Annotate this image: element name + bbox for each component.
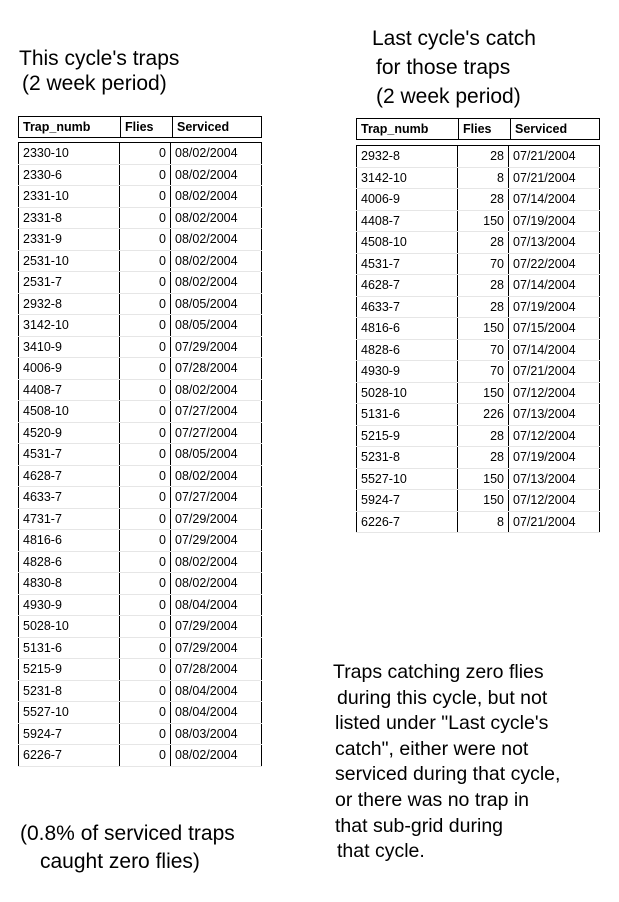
- serviced-cell: 08/04/2004: [171, 680, 262, 702]
- trap-cell: 4633-7: [19, 487, 120, 509]
- trap-cell: 4930-9: [19, 594, 120, 616]
- flies-cell: 0: [120, 164, 171, 186]
- serviced-cell: 08/05/2004: [171, 315, 262, 337]
- serviced-cell: 07/27/2004: [171, 401, 262, 423]
- flies-cell: 28: [458, 296, 509, 318]
- flies-cell: 8: [458, 511, 509, 533]
- note-line: or there was no trap in: [335, 788, 530, 811]
- trap-cell: 4633-7: [357, 296, 458, 318]
- column-header-serviced: Serviced: [177, 120, 230, 134]
- flies-cell: 0: [120, 379, 171, 401]
- trap-cell: 3142-10: [357, 167, 458, 189]
- trap-cell: 5527-10: [357, 468, 458, 490]
- flies-cell: 0: [120, 422, 171, 444]
- flies-cell: 0: [120, 315, 171, 337]
- column-header-trap: Trap_numb: [357, 119, 459, 140]
- flies-cell: 0: [120, 723, 171, 745]
- serviced-cell: 07/13/2004: [509, 468, 600, 490]
- flies-cell: 28: [458, 447, 509, 469]
- trap-cell: 5215-9: [19, 659, 120, 681]
- trap-cell: 4828-6: [19, 551, 120, 573]
- footnote-line: (0.8% of serviced traps: [20, 822, 235, 845]
- note-line: Traps catching zero flies: [333, 661, 544, 683]
- flies-cell: 0: [120, 508, 171, 530]
- column-header-serviced: Serviced: [515, 122, 568, 136]
- table-row: [19, 229, 262, 251]
- table-row: [19, 680, 262, 702]
- flies-cell: 0: [120, 616, 171, 638]
- flies-cell: 150: [458, 382, 509, 404]
- table-row: [357, 167, 600, 189]
- flies-cell: 0: [120, 465, 171, 487]
- table-row: [19, 315, 262, 337]
- serviced-cell: 07/28/2004: [171, 358, 262, 380]
- serviced-cell: 07/21/2004: [509, 361, 600, 383]
- table-row: [357, 490, 600, 512]
- flies-cell: 8: [458, 167, 509, 189]
- trap-cell: 2531-7: [19, 272, 120, 294]
- note-line: that sub-grid during: [335, 814, 504, 837]
- serviced-cell: 07/13/2004: [509, 232, 600, 254]
- serviced-cell: 08/05/2004: [171, 293, 262, 315]
- trap-cell: 5527-10: [19, 702, 120, 724]
- table-row: [19, 250, 262, 272]
- flies-cell: 0: [120, 143, 171, 165]
- trap-cell: 5131-6: [357, 404, 458, 426]
- left-table-header: [18, 116, 262, 138]
- serviced-cell: 07/27/2004: [171, 487, 262, 509]
- left-footnote: [20, 820, 235, 876]
- table-row: [357, 361, 600, 383]
- footnote-line: caught zero flies): [40, 850, 200, 873]
- trap-cell: 5231-8: [357, 447, 458, 469]
- trap-cell: 4508-10: [357, 232, 458, 254]
- serviced-cell: 08/02/2004: [171, 207, 262, 229]
- trap-cell: 2531-10: [19, 250, 120, 272]
- flies-cell: 0: [120, 293, 171, 315]
- right-caption-line: Last cycle's catch: [372, 27, 536, 50]
- table-row: [19, 207, 262, 229]
- serviced-cell: 07/14/2004: [509, 189, 600, 211]
- table-row: [19, 637, 262, 659]
- flies-cell: 0: [120, 530, 171, 552]
- table-row: [19, 186, 262, 208]
- left-caption-line: (2 week period): [22, 72, 167, 95]
- trap-cell: 5131-6: [19, 637, 120, 659]
- flies-cell: 0: [120, 358, 171, 380]
- trap-cell: 5215-9: [357, 425, 458, 447]
- serviced-cell: 07/14/2004: [509, 275, 600, 297]
- table-row: [357, 296, 600, 318]
- table-row: [357, 425, 600, 447]
- right-caption-line: for those traps: [376, 56, 511, 79]
- table-row: [19, 164, 262, 186]
- trap-cell: 5924-7: [357, 490, 458, 512]
- table-row: [19, 379, 262, 401]
- table-row: [357, 511, 600, 533]
- flies-cell: 0: [120, 680, 171, 702]
- table-row: [19, 594, 262, 616]
- serviced-cell: 08/02/2004: [171, 186, 262, 208]
- trap-cell: 4006-9: [357, 189, 458, 211]
- trap-cell: 4816-6: [19, 530, 120, 552]
- table-row: [19, 143, 262, 165]
- column-header-flies: Flies: [459, 119, 511, 140]
- trap-cell: 2331-9: [19, 229, 120, 251]
- flies-cell: 0: [120, 594, 171, 616]
- note-line: during this cycle, but not: [337, 686, 548, 709]
- serviced-cell: 08/02/2004: [171, 143, 262, 165]
- flies-cell: 28: [458, 146, 509, 168]
- table-row: [19, 508, 262, 530]
- right-data-table: [356, 145, 600, 533]
- trap-cell: 4830-8: [19, 573, 120, 595]
- left-caption-line: This cycle's traps: [19, 47, 180, 70]
- flies-cell: 0: [120, 186, 171, 208]
- note-line: listed under "Last cycle's: [335, 712, 549, 735]
- left-caption: [19, 46, 179, 96]
- table-row: [357, 468, 600, 490]
- serviced-cell: 07/29/2004: [171, 616, 262, 638]
- serviced-cell: 08/02/2004: [171, 229, 262, 251]
- table-row: [19, 702, 262, 724]
- trap-cell: 4531-7: [19, 444, 120, 466]
- table-row: [357, 404, 600, 426]
- flies-cell: 0: [120, 229, 171, 251]
- table-row: [357, 253, 600, 275]
- flies-cell: 28: [458, 425, 509, 447]
- trap-cell: 5231-8: [19, 680, 120, 702]
- serviced-cell: 07/13/2004: [509, 404, 600, 426]
- table-row: [357, 382, 600, 404]
- left-data-table: [18, 142, 262, 767]
- trap-cell: 2331-10: [19, 186, 120, 208]
- right-caption: [372, 24, 536, 111]
- trap-cell: 2330-6: [19, 164, 120, 186]
- right-caption-line: (2 week period): [376, 85, 521, 108]
- trap-cell: 5924-7: [19, 723, 120, 745]
- trap-cell: 3142-10: [19, 315, 120, 337]
- serviced-cell: 08/02/2004: [171, 379, 262, 401]
- flies-cell: 70: [458, 253, 509, 275]
- serviced-cell: 08/02/2004: [171, 573, 262, 595]
- serviced-cell: 08/05/2004: [171, 444, 262, 466]
- serviced-cell: 08/02/2004: [171, 551, 262, 573]
- flies-cell: 0: [120, 637, 171, 659]
- flies-cell: 0: [120, 487, 171, 509]
- table-row: [19, 358, 262, 380]
- trap-cell: 4006-9: [19, 358, 120, 380]
- flies-cell: 0: [120, 207, 171, 229]
- flies-cell: 0: [120, 702, 171, 724]
- flies-cell: 0: [120, 444, 171, 466]
- serviced-cell: 08/02/2004: [171, 465, 262, 487]
- serviced-cell: 08/03/2004: [171, 723, 262, 745]
- serviced-cell: 07/22/2004: [509, 253, 600, 275]
- flies-cell: 150: [458, 468, 509, 490]
- serviced-cell: 07/14/2004: [509, 339, 600, 361]
- flies-cell: 226: [458, 404, 509, 426]
- serviced-cell: 07/21/2004: [509, 146, 600, 168]
- trap-cell: 4408-7: [357, 210, 458, 232]
- serviced-cell: 07/15/2004: [509, 318, 600, 340]
- serviced-cell: 07/27/2004: [171, 422, 262, 444]
- flies-cell: 0: [120, 250, 171, 272]
- trap-cell: 6226-7: [357, 511, 458, 533]
- table-row: [19, 659, 262, 681]
- trap-cell: 4520-9: [19, 422, 120, 444]
- table-row: [357, 318, 600, 340]
- serviced-cell: 07/29/2004: [171, 637, 262, 659]
- table-row: [19, 573, 262, 595]
- table-row: [19, 745, 262, 767]
- trap-cell: 4408-7: [19, 379, 120, 401]
- serviced-cell: 08/02/2004: [171, 164, 262, 186]
- flies-cell: 0: [120, 272, 171, 294]
- table-row: [19, 272, 262, 294]
- trap-cell: 4930-9: [357, 361, 458, 383]
- serviced-cell: 07/21/2004: [509, 167, 600, 189]
- trap-cell: 6226-7: [19, 745, 120, 767]
- table-row: [19, 465, 262, 487]
- flies-cell: 0: [120, 551, 171, 573]
- trap-cell: 2331-8: [19, 207, 120, 229]
- flies-cell: 150: [458, 210, 509, 232]
- flies-cell: 28: [458, 232, 509, 254]
- flies-cell: 28: [458, 275, 509, 297]
- flies-cell: 70: [458, 361, 509, 383]
- note-line: serviced during that cycle,: [335, 763, 561, 786]
- table-row: [19, 422, 262, 444]
- serviced-cell: 07/19/2004: [509, 296, 600, 318]
- flies-cell: 0: [120, 745, 171, 767]
- serviced-cell: 07/19/2004: [509, 447, 600, 469]
- trap-cell: 4731-7: [19, 508, 120, 530]
- table-row: [19, 293, 262, 315]
- trap-cell: 5028-10: [357, 382, 458, 404]
- table-row: [357, 447, 600, 469]
- flies-cell: 0: [120, 659, 171, 681]
- serviced-cell: 08/02/2004: [171, 250, 262, 272]
- table-row: [19, 487, 262, 509]
- table-row: [357, 275, 600, 297]
- flies-cell: 0: [120, 336, 171, 358]
- table-row: [357, 146, 600, 168]
- serviced-cell: 07/29/2004: [171, 508, 262, 530]
- table-row: [357, 210, 600, 232]
- flies-cell: 28: [458, 189, 509, 211]
- table-row: [19, 616, 262, 638]
- flies-cell: 70: [458, 339, 509, 361]
- serviced-cell: 07/28/2004: [171, 659, 262, 681]
- flies-cell: 150: [458, 490, 509, 512]
- trap-cell: 5028-10: [19, 616, 120, 638]
- table-row: [19, 401, 262, 423]
- serviced-cell: 07/29/2004: [171, 530, 262, 552]
- serviced-cell: 07/29/2004: [171, 336, 262, 358]
- serviced-cell: 07/12/2004: [509, 425, 600, 447]
- flies-cell: 0: [120, 573, 171, 595]
- explanatory-note: [333, 660, 560, 865]
- table-row: [19, 530, 262, 552]
- right-table-header: [356, 118, 600, 140]
- table-row: [19, 551, 262, 573]
- trap-cell: 2330-10: [19, 143, 120, 165]
- table-row: [19, 336, 262, 358]
- table-row: [357, 339, 600, 361]
- table-row: [357, 232, 600, 254]
- table-row: [19, 444, 262, 466]
- trap-cell: 3410-9: [19, 336, 120, 358]
- serviced-cell: 08/04/2004: [171, 594, 262, 616]
- column-header-trap: Trap_numb: [19, 117, 121, 138]
- serviced-cell: 07/21/2004: [509, 511, 600, 533]
- trap-cell: 4628-7: [357, 275, 458, 297]
- serviced-cell: 07/12/2004: [509, 382, 600, 404]
- trap-cell: 4828-6: [357, 339, 458, 361]
- column-header-flies: Flies: [121, 117, 173, 138]
- table-row: [357, 189, 600, 211]
- trap-cell: 4628-7: [19, 465, 120, 487]
- trap-cell: 4508-10: [19, 401, 120, 423]
- flies-cell: 0: [120, 401, 171, 423]
- trap-cell: 2932-8: [19, 293, 120, 315]
- trap-cell: 2932-8: [357, 146, 458, 168]
- trap-cell: 4816-6: [357, 318, 458, 340]
- serviced-cell: 08/04/2004: [171, 702, 262, 724]
- serviced-cell: 07/12/2004: [509, 490, 600, 512]
- serviced-cell: 08/02/2004: [171, 745, 262, 767]
- trap-cell: 4531-7: [357, 253, 458, 275]
- table-row: [19, 723, 262, 745]
- serviced-cell: 07/19/2004: [509, 210, 600, 232]
- note-line: catch", either were not: [335, 737, 529, 760]
- note-line: that cycle.: [337, 840, 425, 863]
- serviced-cell: 08/02/2004: [171, 272, 262, 294]
- flies-cell: 150: [458, 318, 509, 340]
